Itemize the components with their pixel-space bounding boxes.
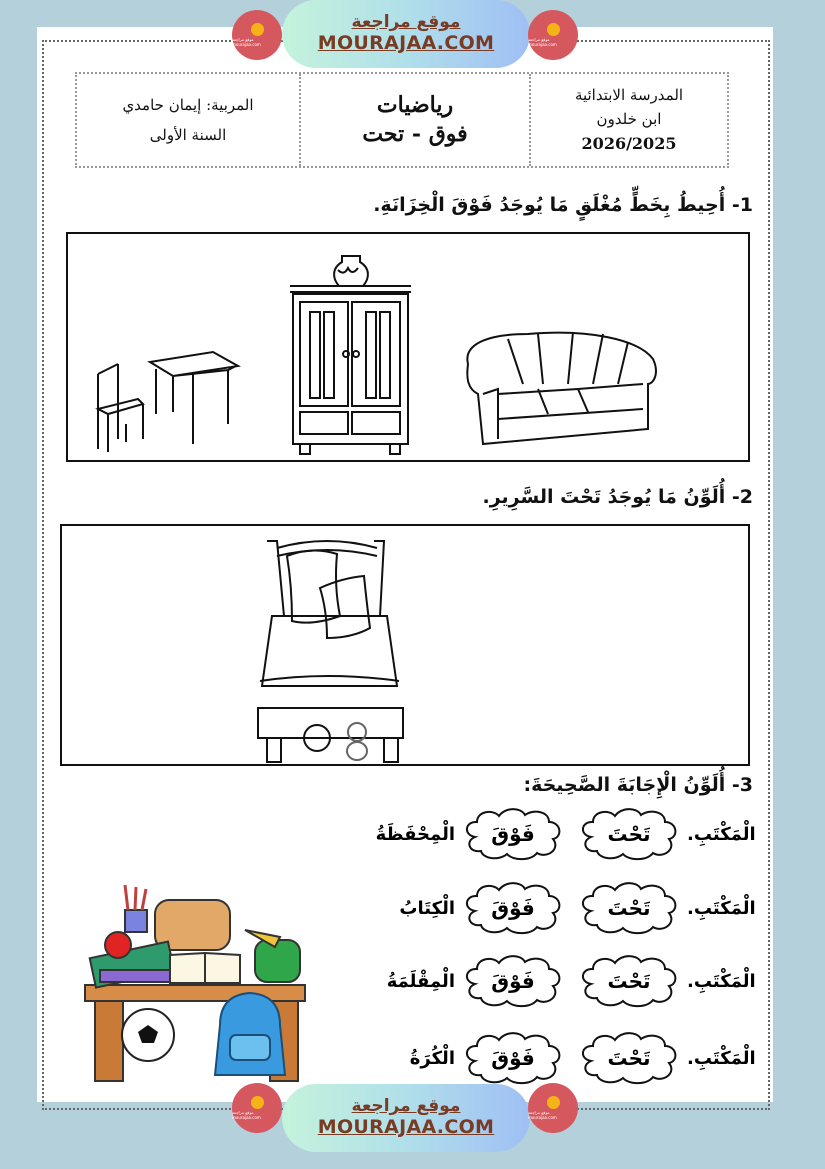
logo-icon xyxy=(547,23,560,36)
subject-info xyxy=(299,74,529,166)
grade-level: السنة الأولى xyxy=(149,126,227,144)
answer-row xyxy=(365,880,765,936)
watermark-banner-top[interactable] xyxy=(282,0,530,68)
option-below-label: تَحْتَ xyxy=(607,896,651,920)
teacher-name: المربية: إيمان حامدي xyxy=(122,96,254,114)
answer-row xyxy=(365,1030,765,1086)
pillow-icon xyxy=(287,550,370,638)
watermark-banner-bottom[interactable] xyxy=(282,1084,530,1152)
subject-title: رياضيات xyxy=(376,92,454,119)
logo-icon xyxy=(251,23,264,36)
exercise-2-illustration xyxy=(60,524,750,766)
watermark-arabic-label: موقع مراجعة xyxy=(351,1096,461,1117)
watermark-badge-right-top: موقع مراجعة mourajaa.com xyxy=(528,10,578,60)
option-above-label: فَوْقَ xyxy=(491,896,535,920)
watermark-site-label: MOURAJAA.COM xyxy=(317,31,495,54)
teacher-info xyxy=(77,74,299,166)
option-below-cloud[interactable] xyxy=(577,954,681,1008)
school-name: ابن خلدون xyxy=(596,110,662,129)
wardrobe-icon xyxy=(290,286,411,454)
watermark-badge-right-bottom: موقع مراجعة mourajaa.com xyxy=(528,1083,578,1133)
furniture-illustration xyxy=(68,234,748,460)
watermark-arabic-label: موقع مراجعة xyxy=(351,12,461,33)
option-above-label: فَوْقَ xyxy=(491,822,535,846)
option-above-cloud[interactable] xyxy=(461,1031,565,1085)
option-below-label: تَحْتَ xyxy=(607,822,651,846)
vase-icon xyxy=(334,256,368,286)
row-suffix: الْمَكْتَبِ. xyxy=(687,897,756,919)
option-below-label: تَحْتَ xyxy=(607,1046,651,1070)
row-noun: الْكُرَةُ xyxy=(409,1047,455,1069)
option-above-cloud[interactable] xyxy=(461,881,565,935)
option-below-cloud[interactable] xyxy=(577,807,681,861)
school-info xyxy=(529,74,727,166)
logo-icon xyxy=(547,1096,560,1109)
exercise-3-illustration xyxy=(80,875,310,1085)
answer-row xyxy=(365,806,765,862)
green-bag-icon xyxy=(255,940,300,982)
watermark-badge-left-top: موقع مراجعة mourajaa.com xyxy=(232,10,282,60)
chair-icon xyxy=(98,364,143,452)
option-below-cloud[interactable] xyxy=(577,1031,681,1085)
school-type: المدرسة الابتدائية xyxy=(574,86,684,105)
bed-icon xyxy=(258,541,403,762)
bed-illustration xyxy=(62,526,748,764)
option-below-label: تَحْتَ xyxy=(607,969,651,993)
option-above-cloud[interactable] xyxy=(461,954,565,1008)
logo-icon xyxy=(251,1096,264,1109)
exercise-1-illustration xyxy=(66,232,750,462)
subject-topic: فوق - تحت xyxy=(362,121,468,147)
table-icon xyxy=(150,352,238,444)
row-noun: الْمِحْفَظَةُ xyxy=(375,823,455,845)
desk-illustration xyxy=(80,875,310,1085)
school-year: 2026/2025 xyxy=(581,134,677,154)
exercise-3-instruction: 3- أُلَوِّنُ الْإِجَابَةَ الصَّحِيحَةَ: xyxy=(523,774,753,796)
row-suffix: الْمَكْتَبِ. xyxy=(687,970,756,992)
option-below-cloud[interactable] xyxy=(577,881,681,935)
row-noun: الْكِتَابُ xyxy=(399,897,455,919)
teddy-bear-icon xyxy=(347,723,367,760)
exercise-1-instruction: 1- أُحِيطُ بِخَطٍّ مُغْلَقٍ مَا يُوجَدُ فَوْقَ الْخِزَانَةِ. xyxy=(373,194,753,216)
row-noun: الْمِقْلَمَةُ xyxy=(386,970,455,992)
option-above-label: فَوْقَ xyxy=(491,969,535,993)
watermark-site-label: MOURAJAA.COM xyxy=(317,1115,495,1138)
exercise-2-instruction: 2- أُلَوِّنُ مَا يُوجَدُ تَحْتَ السَّرِيرِ. xyxy=(482,486,753,508)
row-suffix: الْمَكْتَبِ. xyxy=(687,823,756,845)
worksheet-header xyxy=(75,72,729,168)
apple-icon xyxy=(105,932,131,958)
answer-row xyxy=(365,953,765,1009)
pencil-cup-icon xyxy=(125,910,147,932)
option-above-cloud[interactable] xyxy=(461,807,565,861)
sofa-icon xyxy=(467,332,656,444)
watermark-badge-left-bottom: موقع مراجعة mourajaa.com xyxy=(232,1083,282,1133)
option-above-label: فَوْقَ xyxy=(491,1046,535,1070)
row-suffix: الْمَكْتَبِ. xyxy=(687,1047,756,1069)
desk-icon xyxy=(85,985,305,1001)
